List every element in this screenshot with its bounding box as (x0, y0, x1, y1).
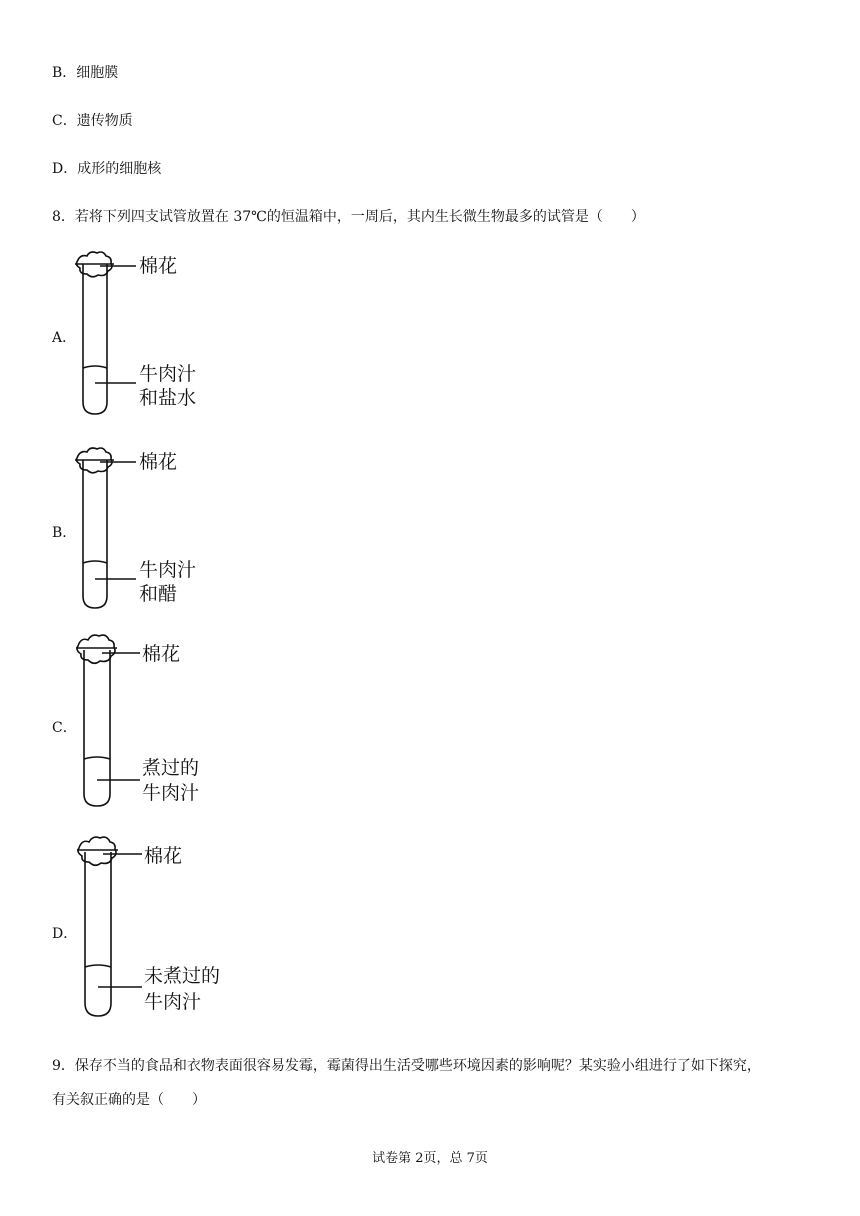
option-text: 细胞膜 (76, 65, 119, 81)
question-8-stem: 8．若将下列四支试管放置在 37℃的恒温箱中，一周后，其内生长微生物最多的试管是（ ） (52, 209, 645, 225)
option-letter: D． (52, 161, 78, 177)
test-tube-b (70, 446, 270, 616)
option-letter: B． (52, 65, 77, 81)
test-tube-d (70, 836, 270, 1026)
option-c-letter: C． (52, 720, 77, 736)
label-liquid-line1: 未煮过的 (144, 965, 221, 987)
option-b-prev (52, 62, 118, 82)
label-liquid-line2: 和醋 (139, 583, 178, 605)
page-footer: 试卷第 2页，总 7页 (372, 1151, 488, 1166)
option-c-prev (52, 110, 133, 130)
test-tube-a (70, 250, 270, 420)
label-cotton: 棉花 (139, 255, 178, 277)
label-cotton: 棉花 (142, 643, 181, 665)
label-liquid-line2: 牛肉汁 (142, 782, 200, 804)
label-liquid-line2: 和盐水 (139, 387, 197, 409)
test-tube-c (70, 632, 270, 812)
option-d-letter: D． (52, 926, 78, 942)
label-liquid-line1: 牛肉汁 (139, 363, 197, 385)
label-cotton: 棉花 (144, 845, 183, 867)
question-9-line2: 有关叙正确的是（ ） (52, 1092, 206, 1108)
cotton-icon (77, 635, 115, 663)
option-text: 成形的细胞核 (77, 161, 162, 177)
question-9-line1: 9．保存不当的食品和衣物表面很容易发霉，霉菌得出生活受哪些环境因素的影响呢？某实验小组进行了如下探究， (52, 1058, 761, 1074)
option-letter: C． (52, 113, 77, 129)
option-b-letter: B． (52, 525, 77, 541)
cotton-icon (78, 837, 116, 865)
option-text: 遗传物质 (76, 113, 133, 129)
label-liquid-line1: 煮过的 (142, 757, 200, 779)
option-d-prev (52, 158, 161, 178)
label-liquid-line2: 牛肉汁 (144, 991, 202, 1013)
option-a-letter: A． (52, 330, 77, 346)
label-cotton: 棉花 (139, 451, 178, 473)
label-liquid-line1: 牛肉汁 (139, 559, 197, 581)
